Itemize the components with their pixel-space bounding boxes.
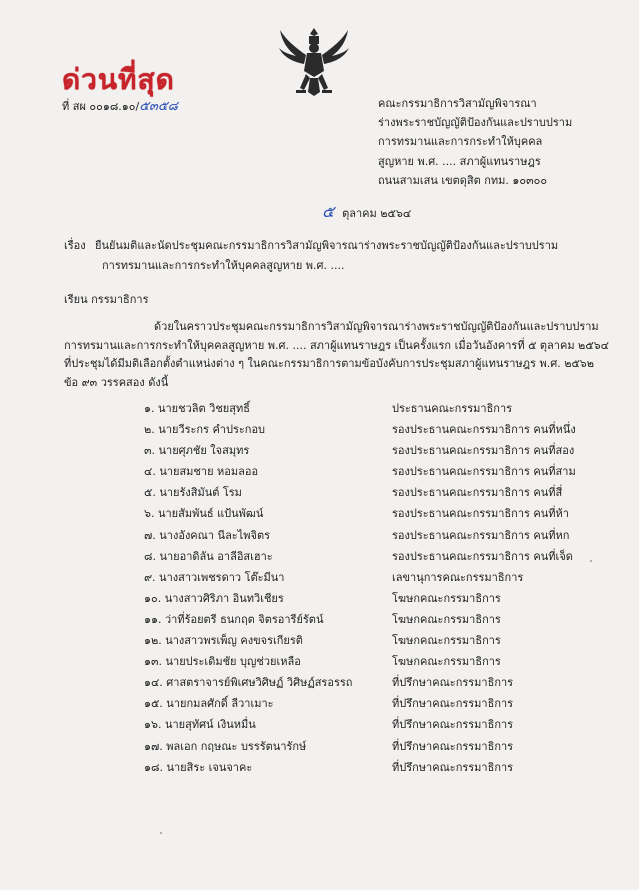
document-number-handwritten: ๕๓๕๘ [139, 99, 178, 114]
member-name: ๙. นางสาวเพชรดาว โต๊ะมีนา [144, 570, 285, 584]
address-line: คณะกรรมาธิการวิสามัญพิจารณา [378, 97, 537, 110]
member-name: ๑๗. พลเอก กฤษณะ บรรรัตนารักษ์ [144, 739, 307, 753]
address-line: ถนนสามเสน เขตดุสิต กทม. ๑๐๓๐๐ [378, 173, 548, 187]
member-role: รองประธานคณะกรรมาธิการ คนที่หก [392, 528, 570, 542]
member-role: ที่ปรึกษาคณะกรรมาธิการ [392, 739, 514, 753]
urgent-stamp: ด่วนที่สุด [62, 63, 175, 96]
body-line: ข้อ ๙๓ วรรคสอง ดังนี้ [64, 375, 169, 389]
member-name: ๘. นายอาดิลัน อาลีอิสเฮาะ [144, 549, 273, 563]
date-day-handwritten: ๕ [322, 202, 335, 221]
member-name: ๑๔. ศาสตราจารย์พิเศษวิศิษฏ์ วิศิษฏ์สรอรรถ [144, 676, 353, 690]
member-role: โฆษกคณะกรรมาธิการ [392, 634, 501, 648]
scan-speck [160, 832, 162, 834]
member-role: ประธานคณะกรรมาธิการ [392, 402, 513, 415]
member-name: ๑๓. นายประเดิมชัย บุญช่วยเหลือ [144, 655, 301, 669]
member-role: รองประธานคณะกรรมาธิการ คนที่สอง [392, 444, 575, 458]
member-name: ๗. นางอังคณา นีละไพจิตร [144, 528, 270, 542]
body-line: ด้วยในคราวประชุมคณะกรรมาธิการวิสามัญพิจารณาร่างพระราชบัญญัติป้องกันและปราบปราม [154, 320, 599, 333]
member-name: ๒. นายวีระกร คำประกอบ [144, 423, 266, 437]
member-name: ๑๑. ว่าที่ร้อยตรี ธนกฤต จิตรอารีย์รัตน์ [144, 612, 324, 626]
member-role: รองประธานคณะกรรมาธิการ คนที่เจ็ด [392, 549, 573, 563]
address-line: สูญหาย พ.ศ. .... สภาผู้แทนราษฎร [378, 154, 541, 168]
subject-line-2: การทรมานและการกระทำให้บุคคลสูญหาย พ.ศ. .... [102, 259, 345, 272]
member-role: ที่ปรึกษาคณะกรรมาธิการ [392, 676, 514, 690]
subject-line-1: ยืนยันมติและนัดประชุมคณะกรรมาธิการวิสามัญพิจารณาร่างพระราชบัญญัติป้องกันและปราบปราม [95, 239, 559, 252]
document-number-prefix: ที่ สผ ๐๐๑๘.๑๐/ [62, 100, 140, 113]
body-line: การทรมานและการกระทำให้บุคคลสูญหาย พ.ศ. .... สภาผู้แทนราษฎร เป็นครั้งแรก เมื่อวันอังคารที่ ๕ ตุลาคม ๒๕๖๔ [64, 338, 609, 352]
member-role: รองประธานคณะกรรมาธิการ คนที่ห้า [392, 507, 569, 521]
member-role: โฆษกคณะกรรมาธิการ [392, 655, 501, 669]
member-name: ๑๕. นายกมลศักดิ์ ลีวาเมาะ [144, 697, 274, 711]
address-line: ร่างพระราชบัญญัติป้องกันและปราบปราม [378, 116, 573, 130]
salutation: เรียน กรรมาธิการ [64, 293, 149, 306]
document-date [322, 200, 411, 225]
document-number [62, 95, 178, 116]
member-name: ๑๐. นางสาวศิริภา อินทวิเชียร [144, 591, 284, 605]
member-name: ๑๘. นายสิระ เจนจาคะ [144, 760, 253, 774]
member-name: ๔. นายสมชาย หอมลออ [144, 465, 259, 479]
date-month-year: ตุลาคม ๒๕๖๔ [342, 207, 412, 220]
member-name: ๕. นายรังสิมันต์ โรม [144, 486, 242, 500]
member-role: ที่ปรึกษาคณะกรรมาธิการ [392, 760, 514, 774]
subject-label: เรื่อง [64, 239, 86, 252]
member-role: โฆษกคณะกรรมาธิการ [392, 612, 501, 626]
member-role: รองประธานคณะกรรมาธิการ คนที่หนึ่ง [392, 423, 576, 437]
sender-address [378, 94, 572, 190]
member-role: ที่ปรึกษาคณะกรรมาธิการ [392, 718, 514, 732]
member-role: รองประธานคณะกรรมาธิการ คนที่สี่ [392, 486, 563, 500]
member-name: ๓. นายศุภชัย ใจสมุทร [144, 444, 250, 458]
scan-speck [590, 560, 592, 562]
member-role: รองประธานคณะกรรมาธิการ คนที่สาม [392, 465, 576, 479]
body-paragraph [64, 318, 609, 392]
member-name: ๑๖. นายสุทัศน์ เงินหมื่น [144, 718, 256, 732]
body-line: ที่ประชุมได้มีมติเลือกตั้งตำแหน่งต่าง ๆ ในคณะกรรมาธิการตามข้อบังคับการประชุมสภาผู้แทนราษฎร พ.ศ. ๒๕๖๒ [64, 357, 594, 370]
member-name: ๑๒. นางสาวพรเพ็ญ คงขจรเกียรติ [144, 634, 303, 648]
address-line: การทรมานและการกระทำให้บุคคล [378, 135, 543, 149]
member-name: ๑. นายชวลิต วิชยสุทธิ์ [144, 402, 250, 415]
member-role: เลขานุการคณะกรรมาธิการ [392, 570, 524, 584]
member-name: ๖. นายสัมพันธ์ แป้นพัฒน์ [144, 507, 264, 521]
garuda-emblem-icon [276, 24, 352, 100]
member-role: โฆษกคณะกรรมาธิการ [392, 591, 501, 605]
member-role: ที่ปรึกษาคณะกรรมาธิการ [392, 697, 514, 711]
subject [64, 236, 558, 276]
